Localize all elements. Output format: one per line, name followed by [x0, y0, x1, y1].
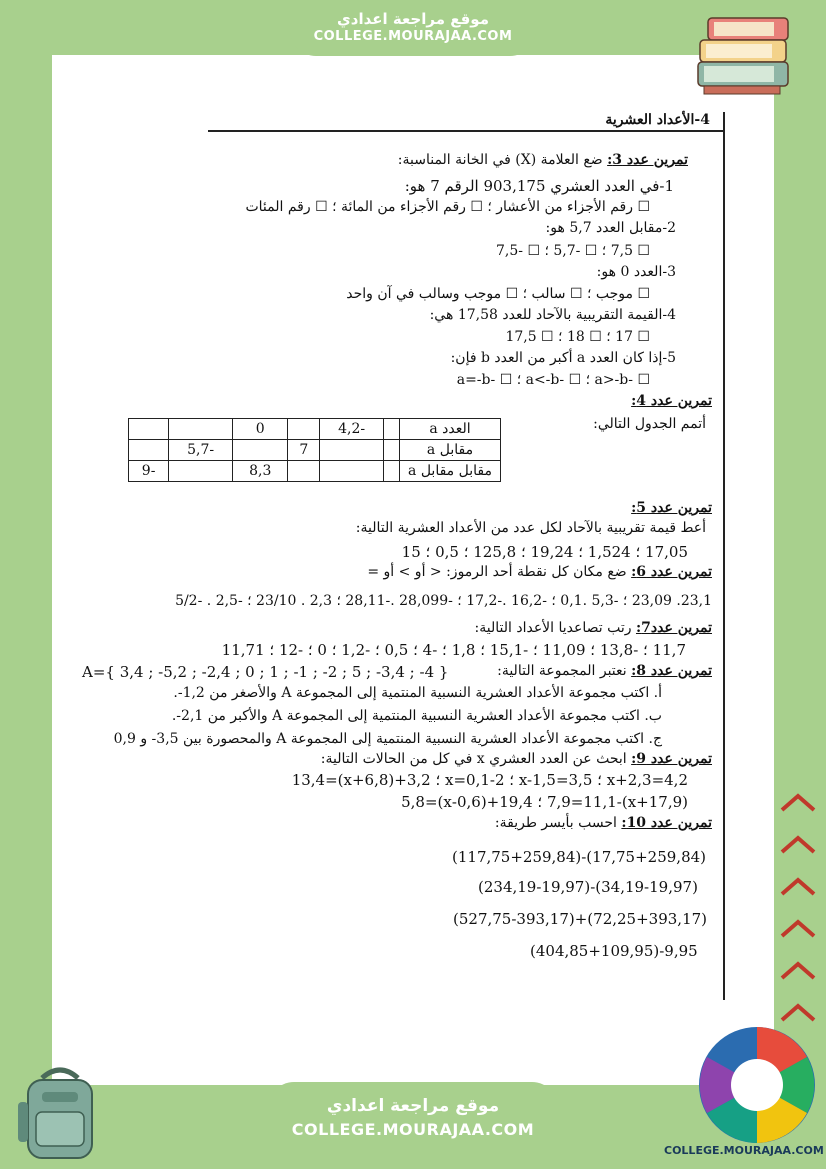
- ex8-title: تمرين عدد 8:: [631, 663, 712, 679]
- ex8-set: A={ 3,4 ; -5,2 ; -2,4 ; 0 ; 1 ; -1 ; -2 ; 5 ; -3,4 ; -4 }: [82, 663, 449, 681]
- table-cell: [169, 461, 233, 482]
- table-cell: [384, 461, 400, 482]
- ex10-header: [495, 815, 712, 831]
- ex9-header: [321, 751, 712, 767]
- chevron-decoration-icon: [778, 1000, 818, 1026]
- ex6-header: [367, 564, 712, 580]
- ex3-line: ☐ 17 ؛ ☐ 18 ؛ ☐ 17,5: [505, 329, 650, 345]
- backpack-icon: [12, 1062, 110, 1162]
- ex10-instruction: احسب بأيسر طريقة:: [494, 815, 617, 831]
- frame-left: [0, 0, 52, 1169]
- logo-text: COLLEGE.MOURAJAA.COM: [664, 1144, 824, 1157]
- ex7-header: [475, 620, 712, 636]
- table-row: [129, 461, 501, 482]
- header-badge[interactable]: [290, 0, 536, 56]
- table-cell: 0: [233, 419, 288, 440]
- ex10-title: تمرين عدد 10:: [621, 815, 712, 831]
- ex8-item: أ. اكتب مجموعة الأعداد العشرية النسبية المنتمية إلى المجموعة A والأصغر من 1,2-.: [173, 685, 662, 701]
- ex3-line: ☐ موجب ؛ ☐ سالب ؛ ☐ موجب وسالب في آن واحد: [346, 286, 650, 302]
- ex7-values: 11,7 ؛ -13,8 ؛ 11,09 ؛ -15,1 ؛ 1,8 ؛ -4 ؛ 0,5 ؛ -1,2 ؛ 0 ؛ -12 ؛ 11,71: [221, 641, 686, 659]
- site-domain: COLLEGE.MOURAJAA.COM: [313, 29, 513, 44]
- footer-site-name-ar: موقع مراجعة اعدادي: [326, 1096, 500, 1116]
- ex9-line: x+2,3=4,2 ؛ x-1,5=3,5 ؛ 2-x=0,1 ؛ 3,2+(x+6,8)=13,4: [291, 771, 688, 789]
- table-cell: [129, 419, 169, 440]
- table-row: [129, 419, 501, 440]
- ex5-values: 17,05 ؛ 1,524 ؛ 19,24 ؛ 125,8 ؛ 0,5 ؛ 15: [401, 543, 688, 561]
- footer-badge[interactable]: [268, 1082, 558, 1169]
- ex3-header: [398, 152, 688, 168]
- ex9-title: تمرين عدد 9:: [631, 751, 712, 767]
- table-row: [129, 440, 501, 461]
- table-cell: [288, 461, 320, 482]
- ex9-line: (x+17,9)-7,9=11,1 ؛ 19,4+(0,6-x)=5,8: [401, 793, 688, 811]
- site-logo-icon: [697, 1025, 817, 1145]
- ex3-line: 5-إذا كان العدد a أكبر من العدد b فإن:: [450, 350, 676, 366]
- ex8-instruction: نعتبر المجموعة التالية:: [497, 663, 627, 679]
- ex4-table: [128, 418, 501, 482]
- site-name-ar: موقع مراجعة اعدادي: [337, 10, 489, 28]
- chevron-decoration-icon: [778, 832, 818, 858]
- ex5-title: تمرين عدد 5:: [631, 500, 712, 516]
- chevron-decoration-icon: [778, 790, 818, 816]
- table-cell: [233, 440, 288, 461]
- ex9-instruction: ابحث عن العدد العشري x في كل من الحالات التالية:: [320, 751, 627, 767]
- ex3-line: 2-مقابل العدد 5,7 هو:: [545, 220, 676, 236]
- table-cell: 7: [288, 440, 320, 461]
- ex4-instruction: أتمم الجدول التالي:: [593, 416, 706, 432]
- table-cell: مقابل a: [400, 440, 501, 461]
- ex3-line: 3-العدد 0 هو:: [596, 264, 676, 280]
- table-cell: [320, 440, 384, 461]
- books-icon: [694, 10, 798, 98]
- table-cell: 8,3: [233, 461, 288, 482]
- ex3-instruction: ضع العلامة (X) في الخانة المناسبة:: [397, 152, 603, 168]
- ex10-expr: (234,19-19,97)-(34,19-19,97): [478, 878, 698, 896]
- ex3-line: ☐ -a>-b ؛ ☐ -a<-b ؛ ☐ -a=-b: [456, 372, 650, 388]
- table-cell: [288, 419, 320, 440]
- table-cell: [384, 440, 400, 461]
- chevron-decoration-icon: [778, 874, 818, 900]
- ex10-expr: (404,85+109,95)-9,95: [530, 942, 698, 960]
- ex3-line: 4-القيمة التقريبية بالآحاد للعدد 17,58 هي:: [429, 307, 676, 323]
- margin-rule: [723, 112, 725, 1000]
- ex10-expr: (527,75-393,17)+(72,25+393,17): [453, 910, 708, 928]
- table-cell: [384, 419, 400, 440]
- footer-site-domain: COLLEGE.MOURAJAA.COM: [291, 1120, 535, 1139]
- table-cell: -9: [129, 461, 169, 482]
- table-cell: -4,2: [320, 419, 384, 440]
- ex6-values: 23,1. 23,09 ؛ -5,3 .0,1 ؛ -16,2 .-17,2 ؛ -28,099 .-28,11 ؛ 2,3 . 23/10 ؛ -2,5 . -5/2: [175, 593, 712, 609]
- ex4-title: تمرين عدد 4:: [631, 393, 712, 409]
- ex6-instruction: ضع مكان كل نقطة أحد الرموز: < أو > أو =: [367, 564, 627, 580]
- ex7-instruction: رتب تصاعديا الأعداد التالية:: [474, 620, 632, 636]
- table-cell: -5,7: [169, 440, 233, 461]
- table-cell: [169, 419, 233, 440]
- section-title: 4-الأعداد العشرية: [605, 112, 710, 128]
- ex3-line: 1-في العدد العشري 903,175 الرقم 7 هو:: [404, 177, 674, 195]
- table-cell: مقابل مقابل a: [400, 461, 501, 482]
- chevron-decoration-icon: [778, 958, 818, 984]
- ex7-title: تمرين عدد7:: [635, 620, 712, 636]
- table-cell: [320, 461, 384, 482]
- ex6-title: تمرين عدد 6:: [631, 564, 712, 580]
- ex8-item: ج. اكتب مجموعة الأعداد العشرية النسبية المنتمية إلى المجموعة A والمحصورة بين 3,5- و 0,9: [113, 731, 662, 747]
- ex8-item: ب. اكتب مجموعة الأعداد العشرية النسبية المنتمية إلى المجموعة A والأكبر من 2,1-.: [171, 708, 662, 724]
- table-cell: العدد a: [400, 419, 501, 440]
- ex3-title: تمرين عدد 3:: [607, 152, 688, 168]
- title-rule: [208, 130, 724, 132]
- table-cell: [129, 440, 169, 461]
- chevron-decoration-icon: [778, 916, 818, 942]
- ex3-line: ☐ رقم الأجزاء من الأعشار ؛ ☐ رقم الأجزاء من المائة ؛ ☐ رقم المئات: [245, 199, 650, 215]
- ex10-expr: (117,75+259,84)-(17,75+259,84): [452, 848, 707, 866]
- ex8-header: [497, 663, 712, 679]
- ex5-instruction: أعط قيمة تقريبية بالآحاد لكل عدد من الأعداد العشرية التالية:: [355, 520, 706, 536]
- frame-right: [774, 0, 826, 1169]
- ex3-line: ☐ 7,5 ؛ ☐ -5,7 ؛ ☐ -7,5: [496, 243, 650, 259]
